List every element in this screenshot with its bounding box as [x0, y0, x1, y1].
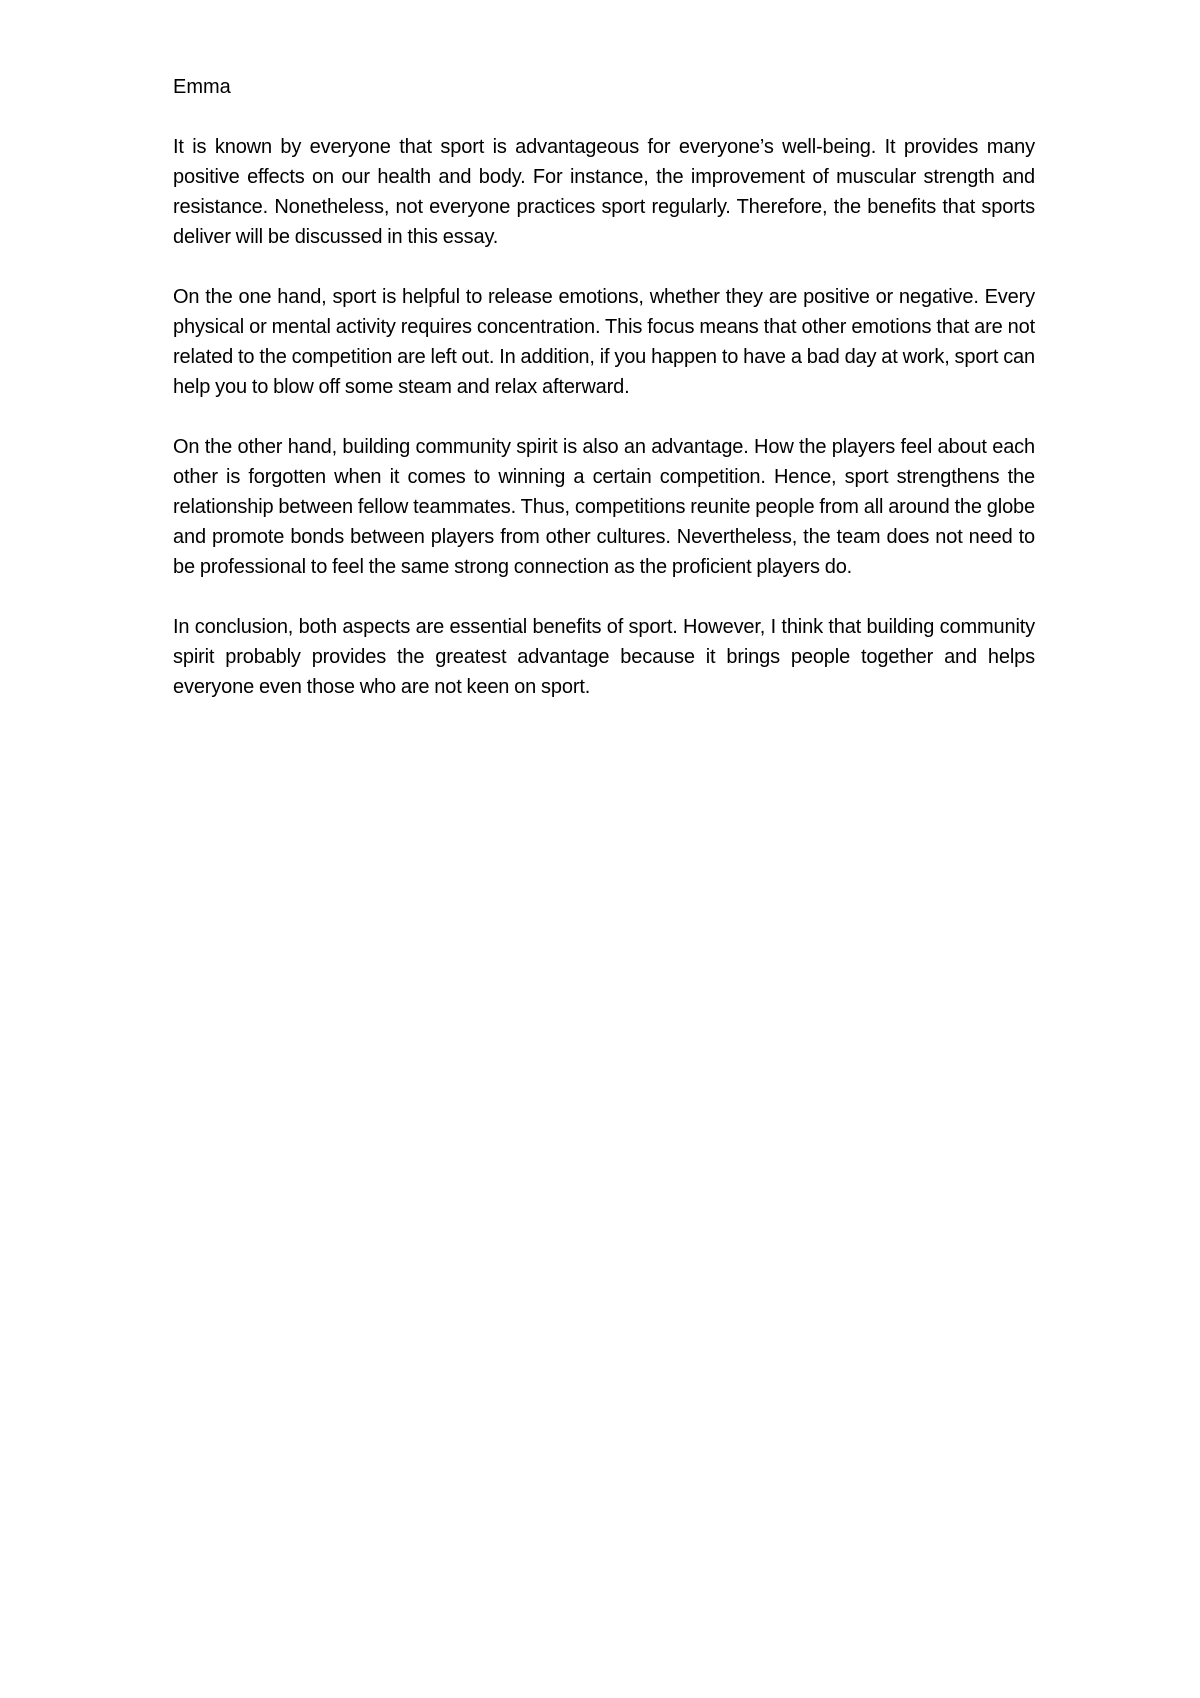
- conclusion-paragraph: In conclusion, both aspects are essential benefits of sport. However, I think that building community spirit probably provides the greatest advantage because it brings people together and helps everyone even those who are not keen on sport.: [173, 616, 1035, 698]
- first-argument-paragraph: On the one hand, sport is helpful to release emotions, whether they are positive or negative. Every physical or mental activity requires concentration. This focus means that other emotions that are not related to the competition are left out. In addition, if you happen to have a bad day at work, sport can help you to blow off some steam and relax afterward.: [173, 286, 1035, 398]
- second-argument-paragraph: On the other hand, building community spirit is also an advantage. How the players feel about each other is forgotten when it comes to winning a certain competition. Hence, sport strengthens the relationship between fellow teammates. Thus, competitions reunite people from all around the globe and promote bonds between players from other cultures. Nevertheless, the team does not need to be professional to feel the same strong connection as the proficient players do.: [173, 436, 1035, 578]
- introduction-paragraph: It is known by everyone that sport is advantageous for everyone’s well-being. It provides many positive effects on our health and body. For instance, the improvement of muscular strength and resistance. Nonetheless, not everyone practices sport regularly. Therefore, the benefits that sports deliver will be discussed in this essay.: [173, 136, 1035, 248]
- author-name: Emma: [173, 76, 231, 98]
- document-body: [173, 72, 1035, 702]
